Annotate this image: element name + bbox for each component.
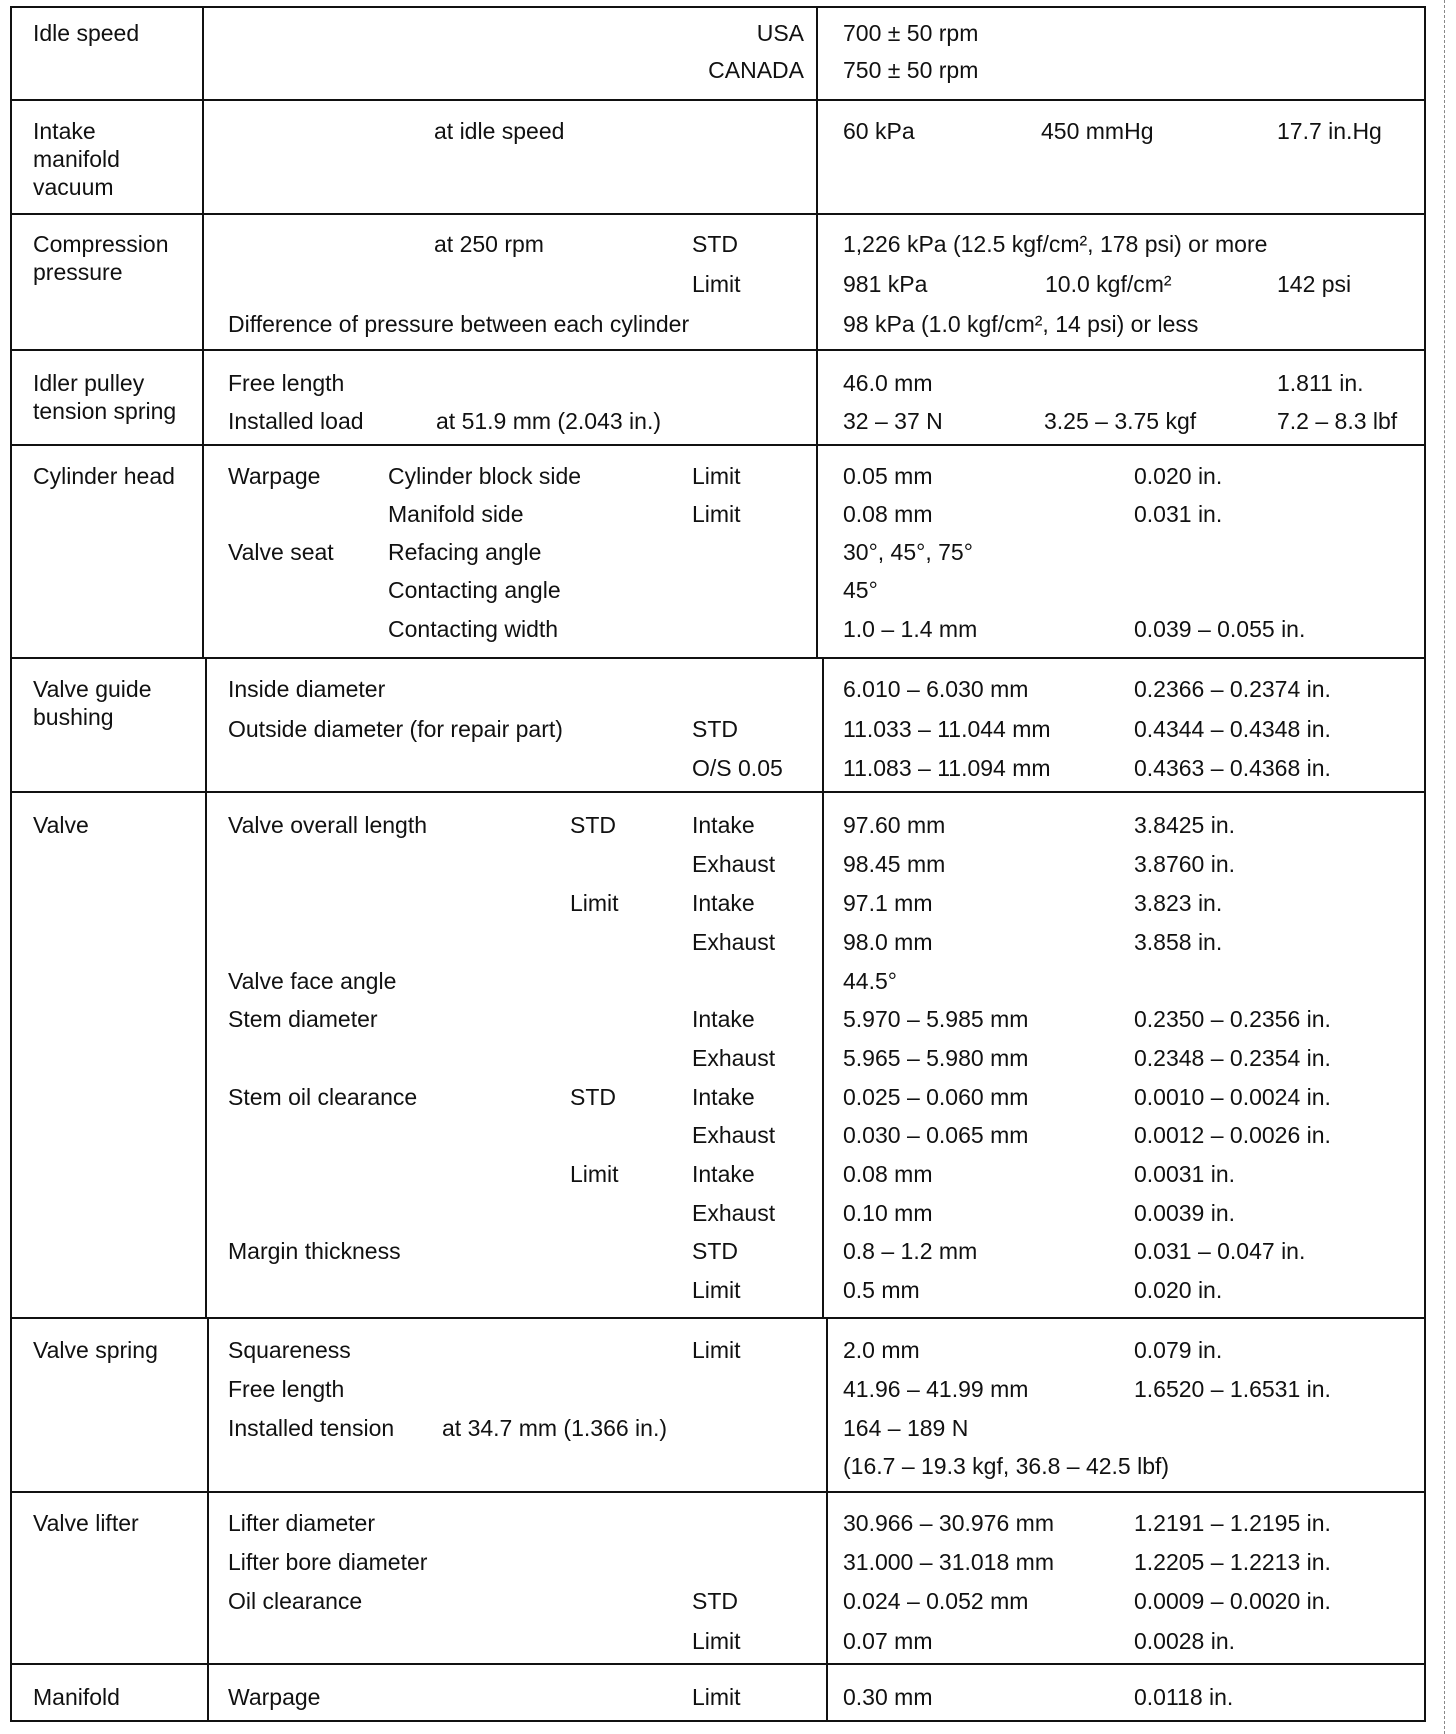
row-divider [10,349,1426,351]
column-divider [826,1318,828,1722]
metric-value: 98.45 mm [843,851,946,877]
sub-item-label: Refacing angle [388,539,542,565]
metric-value: 98 kPa (1.0 kgf/cm², 14 psi) or less [843,311,1199,337]
metric-value: 44.5° [843,968,897,994]
class-label: O/S 0.05 [692,755,783,781]
metric-value: 1,226 kPa (12.5 kgf/cm², 178 psi) or more [843,231,1268,257]
column-divider [205,658,207,1318]
imperial-value: 1.2205 – 1.2213 in. [1134,1549,1331,1575]
sub-item-label: Cylinder block side [388,463,582,489]
item-label: Margin thickness [228,1238,401,1264]
row-label-valve: Valve [33,812,89,838]
class-label: Limit [692,1337,741,1363]
row-divider [10,1317,1426,1319]
class-label: Limit [692,501,741,527]
imperial-value: 0.2366 – 0.2374 in. [1134,676,1331,702]
metric-value: 0.025 – 0.060 mm [843,1084,1029,1110]
imperial-value: 0.0010 – 0.0024 in. [1134,1084,1331,1110]
class-label: Intake [692,812,755,838]
metric-value: 98.0 mm [843,929,933,955]
metric-value: 164 – 189 N [843,1415,969,1441]
imperial-value: 3.823 in. [1134,890,1223,916]
metric-value: 0.024 – 0.052 mm [843,1588,1029,1614]
class-label: STD [692,231,738,257]
imperial-value: 0.4363 – 0.4368 in. [1134,755,1331,781]
imperial-value: 0.0009 – 0.0020 in. [1134,1588,1331,1614]
item-label: Valve overall length [228,812,428,838]
row-divider [10,1663,1426,1665]
imperial-value: 0.020 in. [1134,1277,1223,1303]
secondary-value: 450 mmHg [1041,118,1154,144]
metric-value: 0.10 mm [843,1200,933,1226]
metric-value: 30°, 45°, 75° [843,539,973,565]
metric-value: 31.000 – 31.018 mm [843,1549,1054,1575]
metric-value: 981 kPa [843,271,928,297]
imperial-value: 3.8760 in. [1134,851,1236,877]
class-label: Intake [692,890,755,916]
metric-value: 11.083 – 11.094 mm [843,755,1051,781]
sub-item-label: Manifold side [388,501,524,527]
std-limit-label: Limit [570,1161,619,1187]
row-label-intake-manifold-vacuum: Intake manifold vacuum [33,118,120,200]
imperial-value: 0.031 – 0.047 in. [1134,1238,1306,1264]
metric-value: 60 kPa [843,118,915,144]
class-label: Limit [692,271,741,297]
item-label: Free length [228,1376,345,1402]
metric-value: 0.07 mm [843,1628,933,1654]
imperial-value: 1.6520 – 1.6531 in. [1134,1376,1331,1402]
row-divider [10,213,1426,215]
imperial-value: 0.020 in. [1134,463,1223,489]
metric-value: 32 – 37 N [843,408,943,434]
imperial-value: 0.0012 – 0.0026 in. [1134,1122,1331,1148]
imperial-value: 7.2 – 8.3 lbf [1277,408,1398,434]
imperial-value: 0.2348 – 0.2354 in. [1134,1045,1331,1071]
row-label-valve-lifter: Valve lifter [33,1510,139,1536]
metric-value: 5.970 – 5.985 mm [843,1006,1029,1032]
item-label: Installed load [228,408,364,434]
item-label: Warpage [228,1684,321,1710]
class-label: Limit [692,1684,741,1710]
metric-value: (16.7 – 19.3 kgf, 36.8 – 42.5 lbf) [843,1453,1170,1479]
class-label: Exhaust [692,1200,776,1226]
sub-item-label: Contacting width [388,616,559,642]
class-label: Intake [692,1006,755,1032]
item-label: Stem oil clearance [228,1084,418,1110]
row-label-idle-speed: Idle speed [33,20,140,46]
metric-value: 45° [843,577,878,603]
column-divider [202,6,204,658]
metric-value: 2.0 mm [843,1337,920,1363]
row-divider [10,444,1426,446]
metric-value: 97.60 mm [843,812,946,838]
metric-value: 41.96 – 41.99 mm [843,1376,1029,1402]
item-label: Warpage [228,463,321,489]
class-label: Intake [692,1084,755,1110]
metric-value: 6.010 – 6.030 mm [843,676,1029,702]
metric-value: 0.05 mm [843,463,933,489]
condition-label: at 250 rpm [434,231,544,257]
imperial-value: 0.2350 – 0.2356 in. [1134,1006,1331,1032]
class-label: STD [692,1588,738,1614]
column-divider [816,6,818,658]
region-label: USA [756,20,804,46]
metric-value: 0.5 mm [843,1277,920,1303]
row-label-compression-pressure: Compression pressure [33,231,169,285]
metric-value: 5.965 – 5.980 mm [843,1045,1029,1071]
imperial-value: 0.4344 – 0.4348 in. [1134,716,1331,742]
item-label: Lifter bore diameter [228,1549,428,1575]
imperial-value: 0.039 – 0.055 in. [1134,616,1306,642]
condition-label: at idle speed [434,118,565,144]
item-label: Oil clearance [228,1588,363,1614]
item-label: Valve seat [228,539,334,565]
item-label: Difference of pressure between each cylinder [228,311,690,337]
row-label-idler-pulley-tension-spring: Idler pulley tension spring [33,370,177,424]
imperial-value: 0.0031 in. [1134,1161,1236,1187]
class-label: Exhaust [692,929,776,955]
page-edge-dashed [1444,0,1445,1734]
row-divider [10,1491,1426,1493]
class-label: Exhaust [692,1122,776,1148]
row-label-cylinder-head: Cylinder head [33,463,175,489]
item-label: Lifter diameter [228,1510,376,1536]
item-label: Outside diameter (for repair part) [228,716,563,742]
row-label-valve-spring: Valve spring [33,1337,158,1363]
imperial-value: 1.811 in. [1277,370,1364,396]
condition-label: at 34.7 mm (1.366 in.) [442,1415,667,1441]
metric-value: 30.966 – 30.976 mm [843,1510,1054,1536]
imperial-value: 3.858 in. [1134,929,1223,955]
class-label: Exhaust [692,851,776,877]
class-label: Limit [692,1277,741,1303]
metric-value: 11.033 – 11.044 mm [843,716,1051,742]
metric-value: 0.30 mm [843,1684,933,1710]
class-label: STD [692,716,738,742]
class-label: Intake [692,1161,755,1187]
imperial-value: 1.2191 – 1.2195 in. [1134,1510,1331,1536]
metric-value: 1.0 – 1.4 mm [843,616,978,642]
imperial-value: 0.0028 in. [1134,1628,1236,1654]
row-divider [10,791,1426,793]
std-limit-label: STD [570,812,616,838]
class-label: Limit [692,1628,741,1654]
imperial-value: 0.031 in. [1134,501,1223,527]
metric-value: 46.0 mm [843,370,933,396]
imperial-value: 142 psi [1277,271,1352,297]
std-limit-label: STD [570,1084,616,1110]
metric-value: 0.08 mm [843,501,933,527]
imperial-value: 3.8425 in. [1134,812,1236,838]
row-label-valve-guide-bushing: Valve guide bushing [33,676,152,730]
sub-item-label: Contacting angle [388,577,561,603]
imperial-value: 0.0039 in. [1134,1200,1236,1226]
row-divider [10,99,1426,101]
row-label-manifold: Manifold [33,1684,120,1710]
item-label: Free length [228,370,345,396]
item-label: Squareness [228,1337,351,1363]
std-limit-label: Limit [570,890,619,916]
metric-value: 0.08 mm [843,1161,933,1187]
secondary-value: 10.0 kgf/cm² [1045,271,1172,297]
row-divider [10,657,1426,659]
class-label: Exhaust [692,1045,776,1071]
metric-value: 0.030 – 0.065 mm [843,1122,1029,1148]
imperial-value: 0.0118 in. [1134,1684,1234,1710]
item-label: Installed tension [228,1415,395,1441]
metric-value: 700 ± 50 rpm [843,20,979,46]
metric-value: 0.8 – 1.2 mm [843,1238,978,1264]
item-label: Inside diameter [228,676,386,702]
column-divider [207,1318,209,1722]
condition-label: at 51.9 mm (2.043 in.) [436,408,661,434]
metric-value: 750 ± 50 rpm [843,57,979,83]
imperial-value: 0.079 in. [1134,1337,1223,1363]
class-label: STD [692,1238,738,1264]
item-label: Stem diameter [228,1006,378,1032]
item-label: Valve face angle [228,968,397,994]
metric-value: 97.1 mm [843,890,933,916]
column-divider [822,658,824,1318]
region-label: CANADA [708,57,804,83]
class-label: Limit [692,463,741,489]
imperial-value: 17.7 in.Hg [1277,118,1382,144]
secondary-value: 3.25 – 3.75 kgf [1044,408,1197,434]
